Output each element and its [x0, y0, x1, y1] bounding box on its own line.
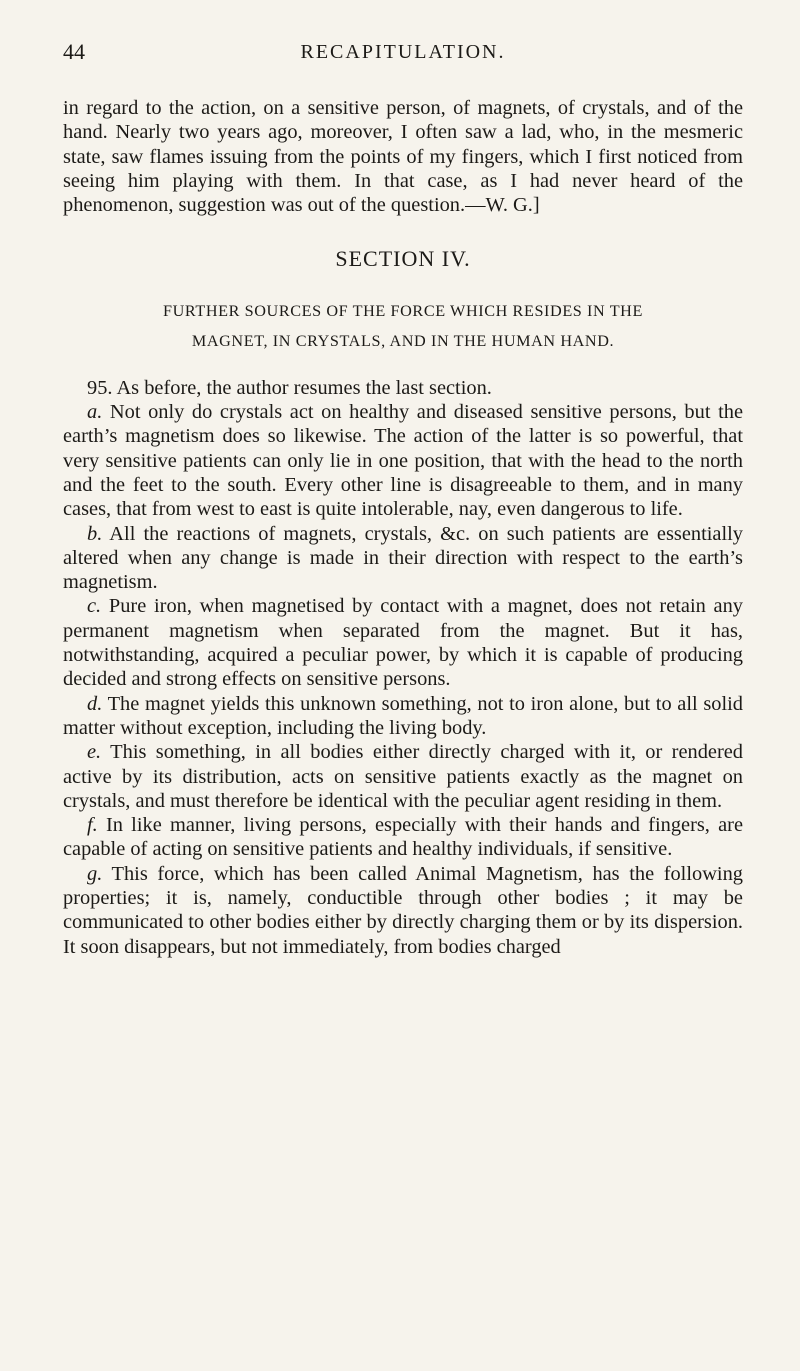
item-text: Not only do crystals act on healthy and diseased sensitive persons, but the earth’s magnetism does so likewise. The action of the latter is so powerful, that very sensitive patients can only lie in one position, that with the head to the north and the feet to the south. Every other line is disagreeable to them, and in many cases, that from west to east is quite intolerable, nay, even dangerous to life.: [63, 401, 743, 521]
paragraph-95: 95. As before, the author resumes the last section.: [87, 376, 492, 399]
item-label: d.: [87, 692, 103, 715]
item-label: c.: [87, 595, 102, 618]
item-text: This something, in all bodies either directly charged with it, or rendered active by its distribution, acts on sensitive patients exactly as the magnet on crystals, and must therefore be identical with the peculiar agent residing in them.: [63, 741, 743, 812]
item-label: e.: [87, 741, 102, 764]
section-heading: SECTION IV.: [335, 246, 471, 272]
page-body: [63, 96, 743, 959]
item-text: The magnet yields this unknown something, not to iron alone, but to all solid matter without exception, including the living body.: [63, 692, 743, 739]
item-e: [63, 740, 743, 813]
page-number: 44: [63, 39, 85, 64]
item-text: All the reactions of magnets, crystals, &c. on such patients are essentially altered when any change is made in their direction with respect to the earth’s magnetism.: [63, 522, 743, 594]
book-page: [63, 38, 743, 959]
item-b: [63, 522, 743, 595]
item-text: In like manner, living persons, especially with their hands and fingers, are capable of acting on sensitive patients and healthy individuals, if sensitive.: [63, 814, 743, 861]
item-label: f.: [87, 814, 98, 837]
item-label: a.: [87, 401, 103, 424]
item-label: b.: [87, 522, 103, 545]
item-label: g.: [87, 862, 103, 885]
item-text: Pure iron, when magnetised by contact with a magnet, does not retain any permanent magnetism when separated from the magnet. But it has, notwithstanding, acquired a peculiar power, by which it is capable of producing decided and strong effects on sensitive persons.: [63, 595, 743, 691]
section-subtitle-line-1: FURTHER SOURCES OF THE FORCE WHICH RESIDES IN THE: [163, 301, 643, 320]
running-header: [63, 38, 743, 66]
section-subtitle-line-2: MAGNET, IN CRYSTALS, AND IN THE HUMAN HAND.: [191, 331, 615, 350]
running-title: RECAPITULATION.: [300, 41, 506, 63]
intro-paragraph: in regard to the action, on a sensitive person, of magnets, of crystals, and of the hand. Nearly two years ago, moreover, I often saw a lad, who, in the mesmeric state, saw flames issuing from the points of my fingers, which I first noticed from seeing him playing with them. In that case, as I had never heard of the phenomenon, suggestion was out of the question.—W. G.]: [63, 97, 743, 217]
item-f: [63, 813, 743, 862]
item-d: [63, 692, 743, 741]
item-c: [63, 594, 743, 691]
section-subtitle: [63, 296, 743, 356]
item-g: [63, 862, 743, 959]
item-text: This force, which has been called Animal Magnetism, has the following properties; it is, namely, conductible through other bodies ; it may be communicated to other bodies either by directly charging them or by its dispersion. It soon disappears, but not immediately, from bodies charged: [63, 862, 743, 958]
item-a: [63, 400, 743, 521]
